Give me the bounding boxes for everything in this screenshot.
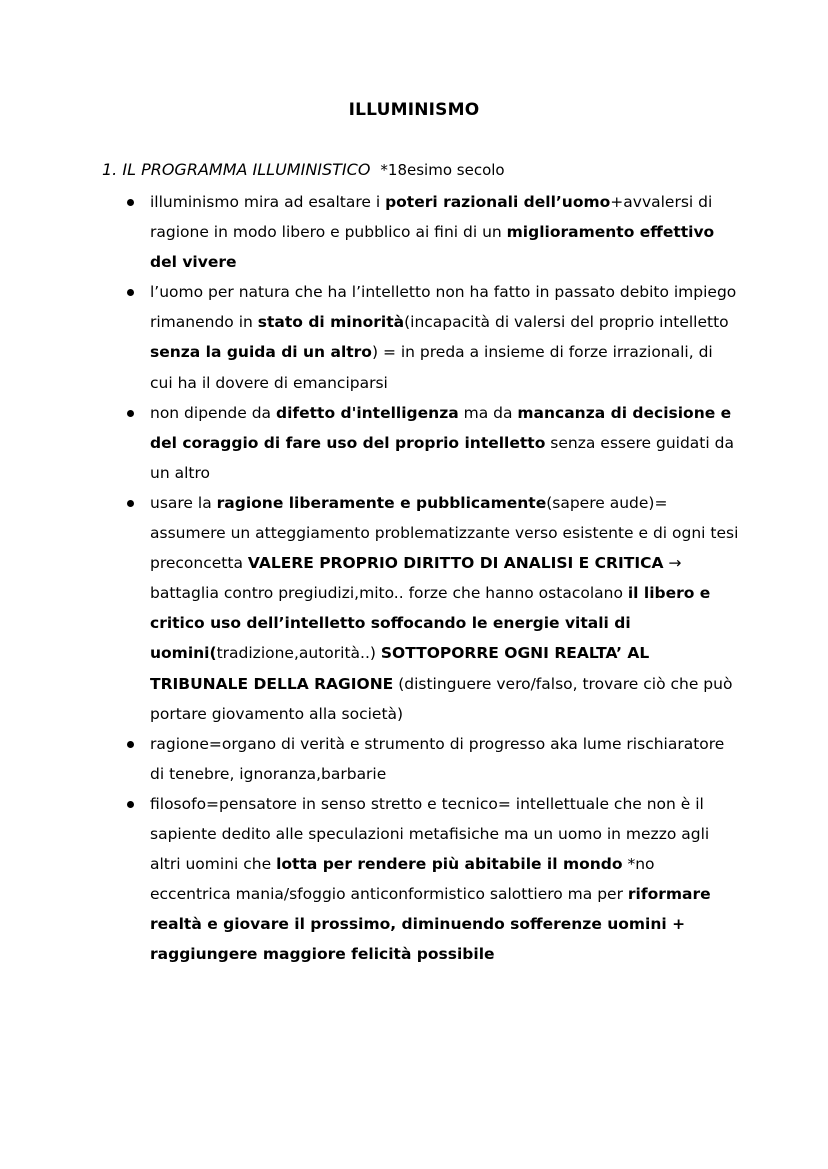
bullet-text: usare la xyxy=(150,493,217,512)
bullet-text: tradizione,autorità..) xyxy=(216,644,381,663)
bullet-bold-text: mancanza di decisione e del coraggio di fare uso del proprio intelletto xyxy=(150,403,732,452)
bullet-text: → battaglia contro pregiudizi,mito.. forze che hanno ostacolano xyxy=(150,554,682,603)
bullet-text: filosofo=pensatore in senso stretto e tecnico= intellettuale che non è il sapiente dedito alle speculazioni metafisiche ma un uomo in mezzo agli altri uomini che xyxy=(150,794,710,874)
bullet-item xyxy=(150,789,740,970)
bullet-text: ma da xyxy=(458,403,518,422)
bullet-bold-text: stato di minorità xyxy=(257,313,405,332)
section-title: 1. IL PROGRAMMA ILLUMINISTICO xyxy=(102,160,371,179)
bullet-text: +avvalersi di ragione in modo libero e pubblico ai fini di un xyxy=(150,193,713,242)
bullet-text: (distinguere vero/falso, trovare ciò che può portare giovamento alla società) xyxy=(150,674,733,723)
bullet-text: *no eccentrica mania/sfoggio anticonformistico salottiero ma per xyxy=(150,855,655,904)
section-heading xyxy=(102,160,505,179)
bullet-item xyxy=(150,277,740,397)
bullet-text: ragione=organo di verità e strumento di progresso aka lume rischiaratore di tenebre, ignoranza,barbarie xyxy=(150,734,725,783)
bullet-text: illuminismo mira ad esaltare i xyxy=(150,193,386,211)
bullet-bold-text: VALERE PROPRIO DIRITTO DI ANALISI E CRITICA xyxy=(247,554,664,573)
document-title: ILLUMINISMO xyxy=(348,100,480,120)
bullet-text: ) = in preda a insieme di forze irrazionali, di cui ha il dovere di emanciparsi xyxy=(150,343,713,392)
bullet-item xyxy=(150,398,740,488)
bullet-text: senza essere guidati da un altro xyxy=(150,433,734,482)
bullet-item xyxy=(150,729,740,789)
bullet-text: l’uomo per natura che ha l’intelletto non ha fatto in passato debito impiego rimanendo in xyxy=(150,283,737,332)
bullet-text: (incapacità di valersi del proprio intelletto xyxy=(404,313,729,332)
bullet-bold-text: ragione liberamente e pubblicamente xyxy=(216,493,547,512)
bullet-bold-text: difetto d'intelligenza xyxy=(275,403,459,422)
bullet-bold-text: poteri razionali dell’uomo xyxy=(385,193,611,211)
bullet-text: (sapere aude)= assumere un atteggiamento problematizzante verso esistente e di ogni tesi preconcetta xyxy=(150,493,739,573)
bullet-bold-text: il libero e critico uso dell’intelletto soffocando le energie vitali di uomini( xyxy=(150,584,711,663)
bullet-text: non dipende da xyxy=(150,403,276,422)
bullet-item xyxy=(150,488,740,729)
bullet-item xyxy=(150,187,740,277)
section-note: *18esimo secolo xyxy=(380,161,505,179)
bullet-bold-text: riformare realtà e giovare il prossimo, diminuendo sofferenze uomini + raggiungere maggiore felicità possibile xyxy=(150,885,711,964)
bullet-bold-text: lotta per rendere più abitabile il mondo xyxy=(276,855,623,874)
bullet-bold-text: SOTTOPORRE OGNI REALTA’ AL TRIBUNALE DELLA RAGIONE xyxy=(150,644,650,693)
bullet-list xyxy=(150,187,740,969)
bullet-bold-text: miglioramento effettivo del vivere xyxy=(150,223,715,272)
bullet-bold-text: senza la guida di un altro xyxy=(150,343,372,362)
